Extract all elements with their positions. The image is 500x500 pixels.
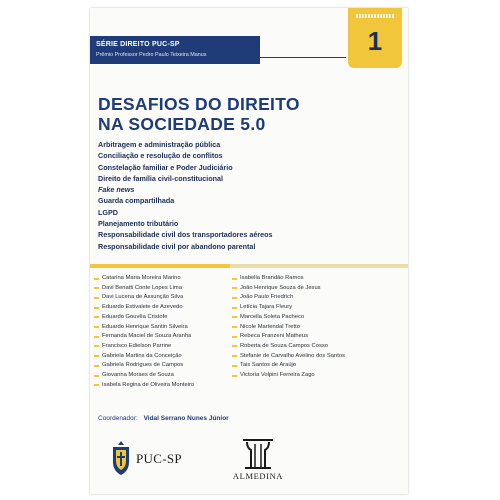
author-item: Gabriela Martins da Conceição <box>94 352 194 362</box>
author-item: Tais Santos de Araújo <box>232 361 345 371</box>
topic-item: Responsabilidade civil por abandono parental <box>98 241 256 251</box>
coordinator-name: Vidal Serrano Nunes Júnior <box>143 415 229 422</box>
author-item: Eduardo Estivalete de Azevedo <box>94 303 194 313</box>
separator-band <box>90 264 408 268</box>
topic-item: Fake news <box>98 185 135 195</box>
book-title-line-2: NA SOCIEDADE 5.0 <box>98 114 266 134</box>
author-item: Isabela Regina de Oliveira Monteiro <box>94 381 194 391</box>
author-list-left <box>94 274 194 390</box>
puc-crest-icon <box>110 440 132 476</box>
author-item: Stefanie de Carvalho Avelino dos Santos <box>232 352 345 362</box>
almedina-logo <box>228 438 288 488</box>
series-rule <box>260 57 346 58</box>
series-title: SÉRIE DIREITO PUC-SP <box>96 41 180 48</box>
author-item: Rebeca Franzeni Matheus <box>232 332 345 342</box>
author-item: Fernanda Maciel de Souza Aranha <box>94 332 194 342</box>
volume-strip <box>356 14 394 18</box>
topic-item: Planejamento tributário <box>98 219 179 229</box>
topic-item: Arbitragem e administração pública <box>98 140 221 149</box>
series-band <box>90 36 260 64</box>
topic-item: Constelação familiar e Poder Judiciário <box>98 162 233 172</box>
author-item: Eduardo Henrique Santin Silveira <box>94 323 194 333</box>
book-cover <box>90 8 408 494</box>
author-item: Giovanna Moraes de Souza <box>94 371 194 381</box>
topic-item: Responsabilidade civil dos transportadores aéreos <box>98 230 273 240</box>
series-subtitle: Prêmio Professor Pedro Paulo Teixeira Manus <box>96 52 207 58</box>
author-item: Roberta de Souza Campos Cosso <box>232 342 345 352</box>
author-item: Davi Lucena de Assunção Silva <box>94 293 194 303</box>
almedina-column-icon <box>241 438 275 470</box>
topic-item: Conciliação e resolução de conflitos <box>98 151 223 161</box>
topic-list <box>98 139 273 252</box>
topic-item: LGPD <box>98 207 118 217</box>
author-item: Catarina Maria Moreira Marino <box>94 274 194 284</box>
author-item: Victoria Volpini Ferreira Zago <box>232 371 345 381</box>
volume-tab <box>348 8 402 68</box>
volume-number: 1 <box>367 26 383 56</box>
topic-item: Direito de família civil-constitucional <box>98 173 224 183</box>
author-item: Davi Benatti Conte Lopes Lima <box>94 284 194 294</box>
almedina-wordmark: ALMEDINA <box>232 471 284 481</box>
coordinator <box>98 415 229 422</box>
author-item: Francisco Edielson Parrine <box>94 342 194 352</box>
author-item: Isabella Brandão Ramos <box>232 274 345 284</box>
book-title <box>98 94 300 134</box>
author-item: Gabriela Rodrigues de Campos <box>94 361 194 371</box>
puc-sp-wordmark: PUC-SP <box>136 451 182 466</box>
coordinator-label: Coordenador: <box>98 415 138 422</box>
author-item: Eduardo Gouvêa Cristofe <box>94 313 194 323</box>
author-item: João Paulo Friedrich <box>232 293 345 303</box>
author-list-right <box>232 274 345 381</box>
book-title-line-1: DESAFIOS DO DIREITO <box>98 94 300 114</box>
author-item: Marcella Soleta Pacheco <box>232 313 345 323</box>
topic-item: Guarda compartilhada <box>98 196 175 206</box>
author-item: João Henrique Souza de Jesus <box>232 284 345 294</box>
author-item: Letícia Tajara Fleury <box>232 303 345 313</box>
puc-sp-logo <box>110 440 200 480</box>
author-item: Nicole Martendal Tretto <box>232 323 345 333</box>
